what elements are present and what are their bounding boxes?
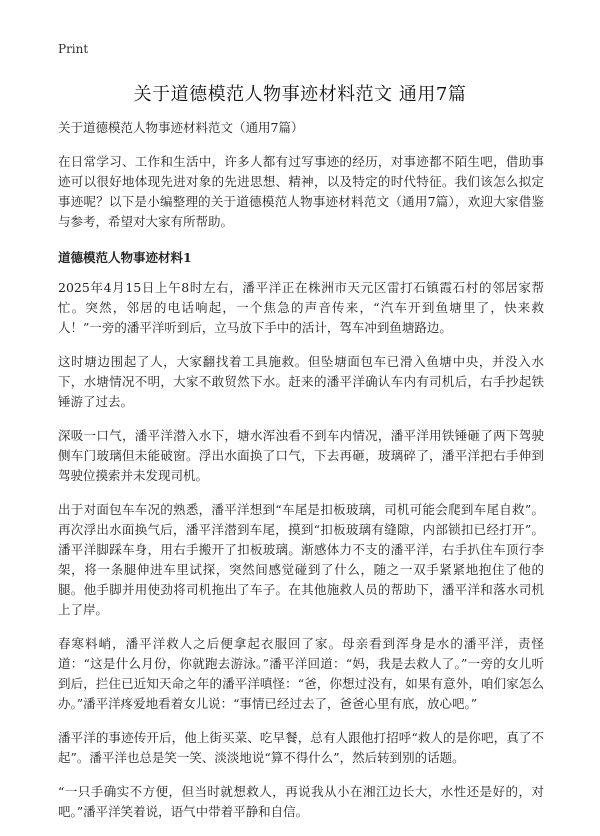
print-link[interactable]: Print bbox=[58, 42, 89, 56]
paragraph: 潘平洋的事迹传开后，他上街买菜、吃早餐，总有人跟他打招呼“救人的是你吧，真了不起”。潘平洋也总是笑一笑、淡淡地说“算不得什么”，然后转到别的话题。 bbox=[58, 730, 544, 765]
paragraph: 出于对面包车车况的熟悉，潘平洋想到“车尾是扣板玻璃，司机可能会爬到车尾自救”。再次浮出水面换气后，潘平洋潜到车尾，摸到“扣板玻璃有缝隙，内部锁扣已经打开”。潘平洋脚踩车身，用右手搬开了扣板玻璃。渐感体力不支的潘平洋，右手扒住车顶行李架，将一条腿伸进车里试探，突然间感觉碰到了什么，随之一双手紧紧地抱住了他的腿。他手脚并用使劲将司机拖出了车子。在其他施救人员的帮助下，潘平洋和落水司机上了岸。 bbox=[58, 502, 544, 617]
section-heading: 道德模范人物事迹材料1 bbox=[58, 250, 192, 265]
paragraph: 2025年4月15日上午8时左右，潘平洋正在株洲市天元区雷打石镇霞石村的邻居家帮忙。突然，邻居的电话响起，一个焦急的声音传来，“汽车开到鱼塘里了，快来救人！”一旁的潘平洋听到后，立马放下手中的活计，驾车冲到鱼塘路边。 bbox=[58, 280, 544, 335]
page-title: 关于道德模范人物事迹材料范文 通用7篇 bbox=[133, 84, 467, 105]
paragraph: 深吸一口气，潘平洋潜入水下，塘水浑浊看不到车内情况，潘平洋用铁锤砸了两下驾驶侧车门玻璃但未能破窗。浮出水面换了口气，下去再砸，玻璃碎了，潘平洋把右手伸到驾驶位摸索并未发现司机。 bbox=[58, 428, 544, 483]
paragraph: 这时塘边围起了人，大家翻找着工具施救。但坠塘面包车已滑入鱼塘中央，并没入水下，水塘情况不明，大家不敢贸然下水。赶来的潘平洋确认车内有司机后，右手抄起铁锤游了过去。 bbox=[58, 354, 544, 409]
intro-paragraph: 在日常学习、工作和生活中，许多人都有过写事迹的经历，对事迹都不陌生吧，借助事迹可以很好地体现先进对象的先进思想、精神，以及特定的时代特征。我们该怎么拟定事迹呢？以下是小编整理的关于道德模范人物事迹材料范文（通用7篇），欢迎大家借鉴与参考，希望对大家有所帮助。 bbox=[58, 154, 544, 229]
article-subtitle: 关于道德模范人物事迹材料范文（通用7篇） bbox=[58, 120, 304, 135]
article-body bbox=[58, 118, 544, 836]
paragraph: “一只手确实不方便，但当时就想救人，再说我从小在湘江边长大，水性还是好的，对吧。”潘平洋笑着说，语气中带着平静和自信。 bbox=[58, 784, 544, 819]
paragraph: 春寒料峭，潘平洋救人之后便拿起衣服回了家。母亲看到浑身是水的潘平洋，责怪道：“这是什么月份，你就跑去游泳。”潘平洋回道：“妈，我是去救人了。”一旁的女儿听到后，拦住已近知天命之年的潘平洋嗔怪：“爸，你想过没有，如果有意外，咱们家怎么办。”潘平洋疼爱地看着女儿说：“事情已经过去了，爸爸心里有底，放心吧。” bbox=[58, 636, 544, 711]
